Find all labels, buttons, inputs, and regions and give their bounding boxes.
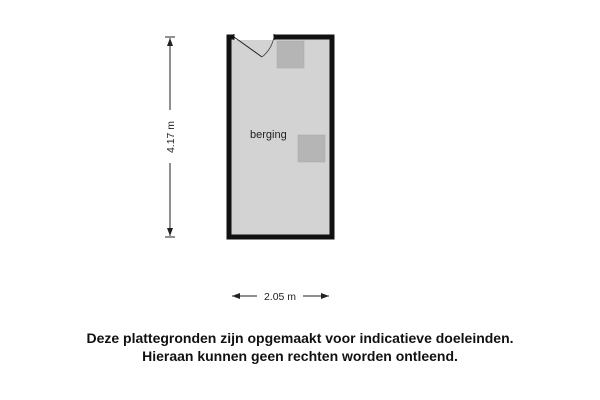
height-arrow-bottom [167, 228, 173, 236]
fixture-top [277, 41, 304, 68]
width-arrow-left [232, 293, 240, 299]
door-opening [234, 34, 274, 40]
disclaimer-line-1: Deze plattegronden zijn opgemaakt voor indicatieve doeleinden. [86, 330, 514, 346]
width-arrow-right [321, 293, 329, 299]
disclaimer-line-2: Hieraan kunnen geen rechten worden ontleend. [142, 348, 458, 364]
width-dimension-label: 2.05 m [263, 291, 297, 303]
room-label: berging [250, 129, 287, 141]
height-arrow-top [167, 38, 173, 46]
fixture-right [298, 135, 325, 162]
height-dimension-label: 4.17 m [165, 120, 177, 154]
